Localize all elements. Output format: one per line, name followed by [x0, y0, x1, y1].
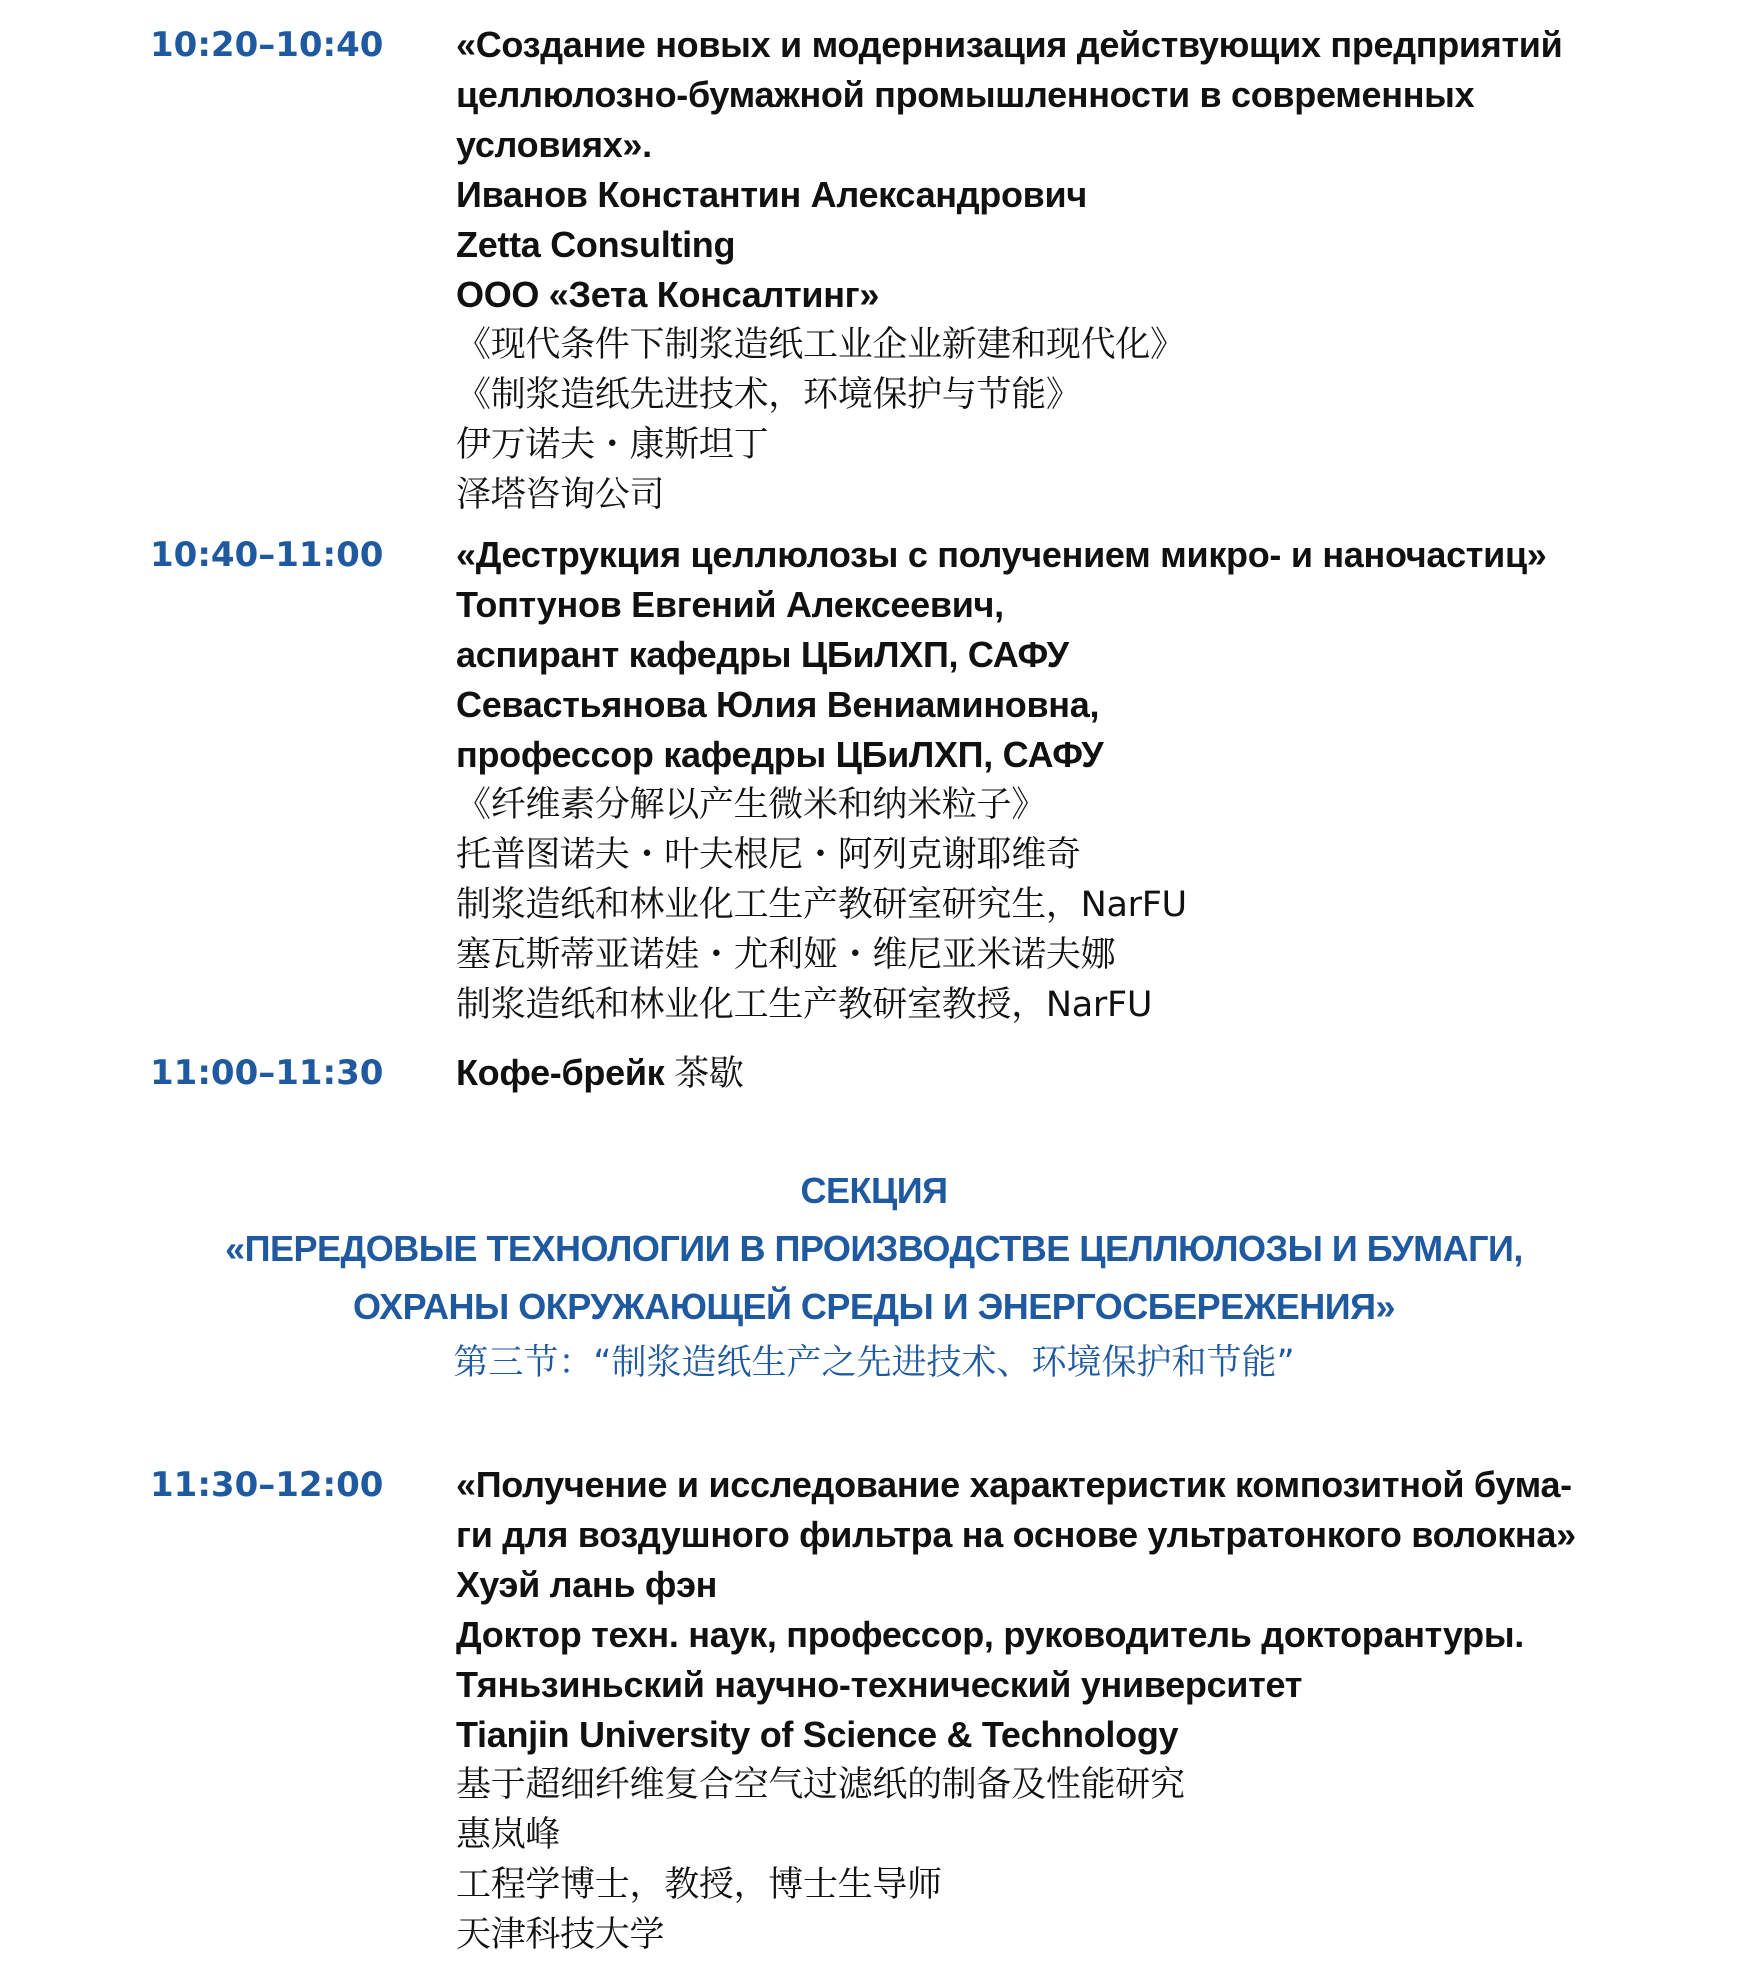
session-details — [456, 20, 1616, 520]
speaker-affiliation: аспирант кафедры ЦБиЛХП, САФУ — [456, 634, 1069, 675]
speaker-affiliation-zh: 制浆造纸和林业化工生产教研室研究生，NarFU — [456, 885, 1187, 925]
section-title: ОХРАНЫ ОКРУЖАЮЩЕЙ СРЕДЫ И ЭНЕРГОСБЕРЕЖЕНИЯ» — [353, 1286, 1395, 1327]
speaker-title-zh: 工程学博士，教授，博士生导师 — [456, 1865, 942, 1905]
coffee-break — [456, 1048, 1616, 1099]
talk-title: «Создание новых и модернизация действующих предприятий — [456, 24, 1563, 65]
session-time: 10:20–10:40 — [150, 25, 384, 65]
speaker-affiliation-zh: 制浆造纸和林业化工生产教研室教授，NarFU — [456, 985, 1153, 1025]
session-time: 11:00–11:30 — [150, 1053, 384, 1093]
session-details — [456, 1460, 1616, 1960]
section-heading — [0, 1162, 1748, 1390]
section-title-zh: 第三节：“制浆造纸生产之先进技术、环境保护和节能” — [453, 1343, 1295, 1383]
session-details — [456, 1048, 1616, 1099]
talk-title-zh: 基于超细纤维复合空气过滤纸的制备及性能研究 — [456, 1765, 1185, 1805]
coffee-break-label: Кофе-брейк — [456, 1052, 665, 1093]
talk-title: целлюлозно-бумажной промышленности в современных — [456, 74, 1475, 115]
session-time: 11:30–12:00 — [150, 1465, 384, 1505]
speaker-name: Иванов Константин Александрович — [456, 174, 1087, 215]
talk-title-zh: 《现代条件下制浆造纸工业企业新建和现代化》 — [456, 325, 1185, 365]
speaker-name-zh: 塞瓦斯蒂亚诺娃・尤利娅・维尼亚米诺夫娜 — [456, 935, 1116, 975]
speaker-title: Доктор техн. наук, профессор, руководитель докторантуры. — [456, 1614, 1524, 1655]
coffee-break-label-zh: 茶歇 — [674, 1054, 744, 1094]
talk-title-zh: 《制浆造纸先进技术，环境保护与节能》 — [456, 375, 1081, 415]
speaker-name-zh: 伊万诺夫・康斯坦丁 — [456, 425, 769, 465]
speaker-name: Севастьянова Юлия Вениаминовна, — [456, 684, 1100, 725]
talk-title: «Деструкция целлюлозы с получением микро- и наночастиц» — [456, 534, 1547, 575]
section-label: СЕКЦИЯ — [800, 1170, 948, 1211]
talk-title: «Получение и исследование характеристик композитной бума- — [456, 1464, 1572, 1505]
speaker-name-zh: 惠岚峰 — [456, 1815, 561, 1855]
speaker-affiliation-zh: 天津科技大学 — [456, 1915, 665, 1955]
speaker-name-zh: 托普图诺夫・叶夫根尼・阿列克谢耶维奇 — [456, 835, 1081, 875]
talk-title: ги для воздушного фильтра на основе ультратонкого волокна» — [456, 1514, 1576, 1555]
speaker-affiliation: профессор кафедры ЦБиЛХП, САФУ — [456, 734, 1104, 775]
speaker-affiliation: Zetta Consulting — [456, 224, 736, 265]
speaker-name: Хуэй лань фэн — [456, 1564, 718, 1605]
speaker-affiliation: ООО «Зета Консалтинг» — [456, 274, 880, 315]
speaker-affiliation: Tianjin University of Science & Technology — [456, 1714, 1179, 1755]
speaker-affiliation: Тяньзиньский научно-технический университет — [456, 1664, 1303, 1705]
session-details — [456, 530, 1616, 1030]
section-title: «ПЕРЕДОВЫЕ ТЕХНОЛОГИИ В ПРОИЗВОДСТВЕ ЦЕЛЛЮЛОЗЫ И БУМАГИ, — [225, 1228, 1523, 1269]
session-time: 10:40–11:00 — [150, 535, 384, 575]
speaker-name: Топтунов Евгений Алексеевич, — [456, 584, 1004, 625]
speaker-affiliation-zh: 泽塔咨询公司 — [456, 475, 665, 515]
talk-title-zh: 《纤维素分解以产生微米和纳米粒子》 — [456, 785, 1046, 825]
talk-title: условиях». — [456, 124, 652, 165]
